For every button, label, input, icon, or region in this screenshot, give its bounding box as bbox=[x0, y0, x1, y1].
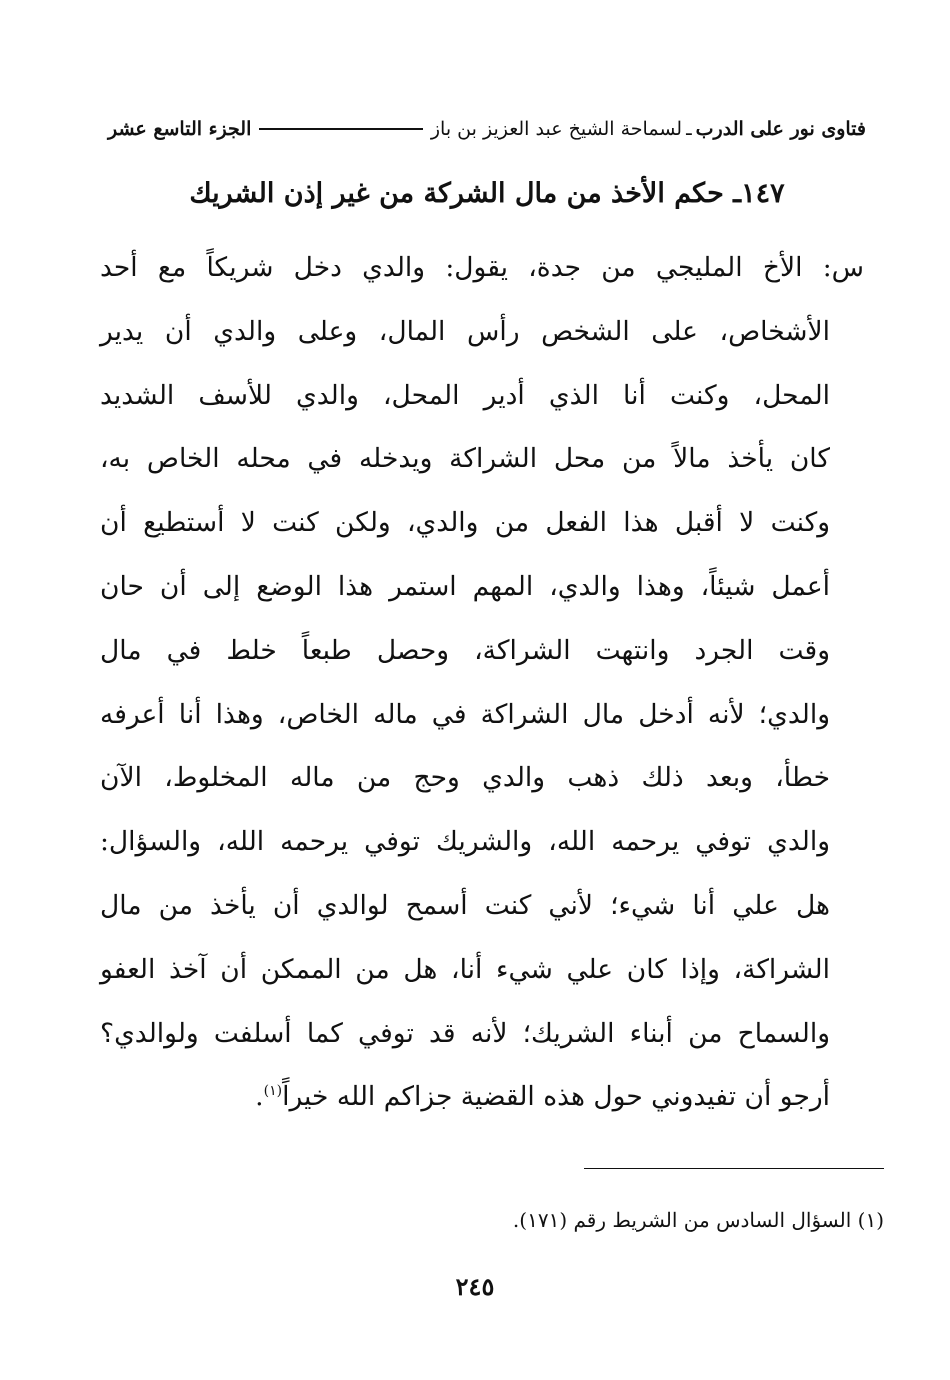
question-line: والسماح من أبناء الشريك؛ لأنه قد توفي كما أسلفت ولوالدي؟ bbox=[100, 1017, 830, 1049]
part-label: الجزء التاسع عشر bbox=[108, 118, 252, 140]
question-line: وكنت لا أقبل هذا الفعل من والدي، ولكن كنت لا أستطيع أن bbox=[100, 507, 830, 539]
header-separator: ـ bbox=[686, 118, 692, 140]
question-line: هل علي أنا شيء؛ لأني كنت أسمح لوالدي أن يأخذ من مال bbox=[100, 889, 830, 921]
page-number: ٢٤٥ bbox=[455, 1272, 495, 1301]
footnote-marker[interactable]: (١) bbox=[263, 1083, 283, 1100]
question-line-text: أرجو أن تفيدوني حول هذه القضية جزاكم الله خيراً bbox=[282, 1081, 830, 1113]
question-line: خطأ، وبعد ذلك ذهب والدي وحج من ماله المخلوط، الآن bbox=[100, 762, 830, 794]
question-last-line bbox=[100, 1065, 864, 1129]
question-line: وقت الجرد وانتهت الشراكة، وحصل طبعاً خلط في مال bbox=[100, 634, 830, 666]
header-rule bbox=[259, 128, 423, 130]
question-line: المحل، وكنت أنا الذي أدير المحل، والدي للأسف الشديد bbox=[100, 379, 830, 411]
author-name: لسماحة الشيخ عبد العزيز بن باز bbox=[430, 118, 683, 140]
question-line: الأشخاص، على الشخص رأس المال، وعلى والدي أن يدير bbox=[100, 315, 830, 347]
running-header bbox=[108, 112, 866, 146]
question-line: الشراكة، وإذا كان علي شيء أنا، هل من الممكن أن آخذ العفو bbox=[100, 953, 830, 985]
question-body bbox=[100, 236, 864, 1129]
question-line: أعمل شيئاً، وهذا والدي، المهم استمر هذا الوضع إلى أن حان bbox=[100, 570, 830, 602]
footnote-divider bbox=[584, 1168, 884, 1169]
final-period: . bbox=[255, 1081, 264, 1113]
book-title: فتاوى نور على الدرب bbox=[695, 118, 866, 140]
question-line: والدي توفي يرحمه الله، والشريك توفي يرحمه الله، والسؤال: bbox=[100, 826, 830, 858]
question-line: كان يأخذ مالاً من محل الشراكة ويدخله في محله الخاص به، bbox=[100, 443, 830, 475]
footnote: (١) السؤال السادس من الشريط رقم (١٧١). bbox=[512, 1208, 884, 1232]
question-line: س: الأخ المليجي من جدة، يقول: والدي دخل شريكاً مع أحد bbox=[100, 252, 864, 283]
section-title: ١٤٧ـ حكم الأخذ من مال الشركة من غير إذن الشريك bbox=[189, 178, 785, 209]
question-line: والدي؛ لأنه أدخل مال الشراكة في ماله الخاص، وهذا أنا أعرفه bbox=[100, 698, 830, 730]
